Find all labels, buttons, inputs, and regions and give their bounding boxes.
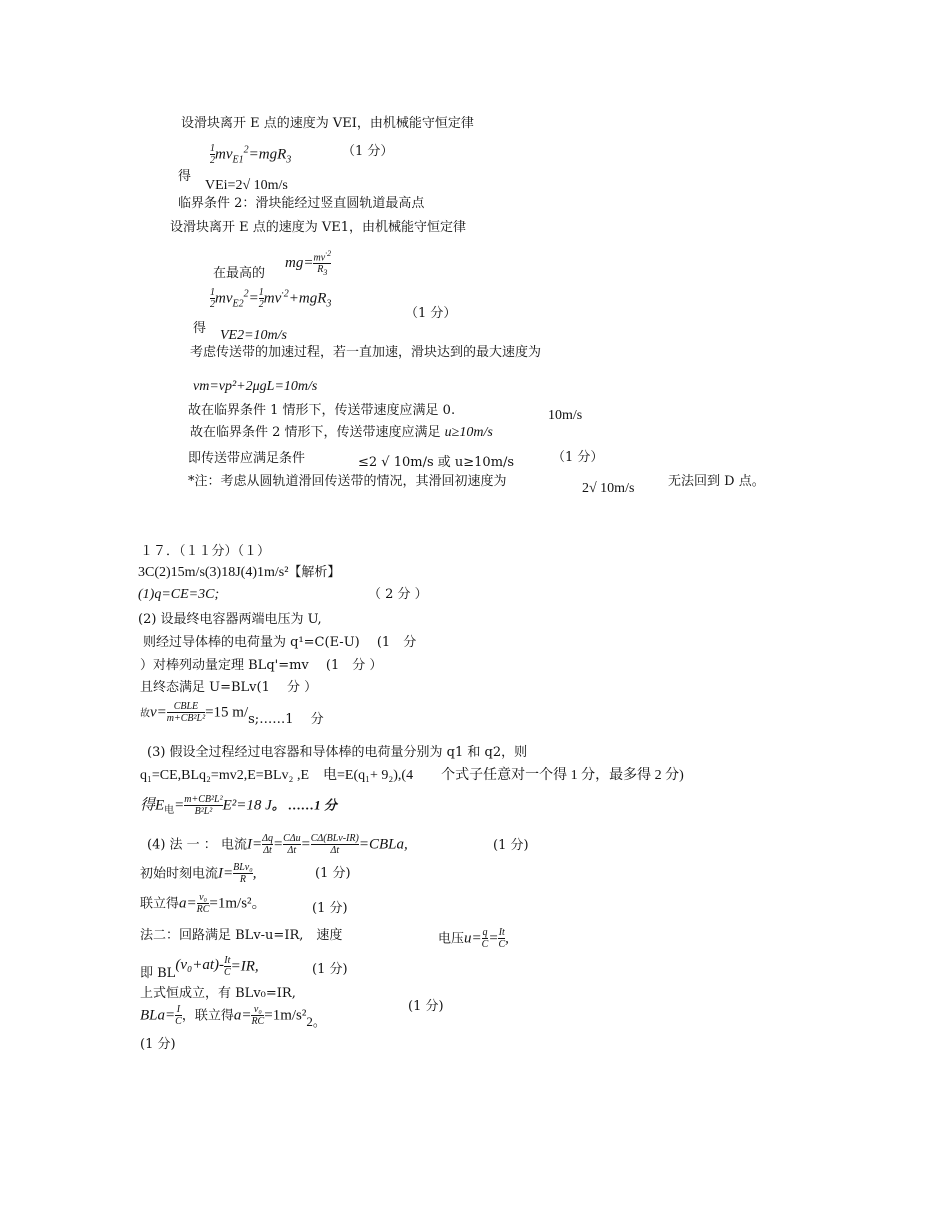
text-line: ）对棒列动量定理 BLq'=mv (1 分 ） [140, 658, 383, 673]
score-label: (1 分) [408, 999, 444, 1014]
text-part: ，联立得 [181, 1008, 234, 1024]
frac-den: RC [251, 1016, 265, 1027]
text-part: 故在临界条件 2 情形下，传送带速度应满足 [190, 425, 445, 440]
eq-part: v= [150, 704, 167, 721]
text-line: 上式恒成立，有 BLv₀=IR, [140, 986, 296, 1001]
frac-den: C [175, 1016, 182, 1027]
equation-energy-electric: 得$E_电=$ $\frac{\text{m+CB²L²}}{\text{B²L²}}$ E²=18 J。 ……1 分 [140, 794, 337, 817]
eq-part: I= [246, 836, 263, 853]
text-line: q₁=CE,BLq₂=mv2,E=BLv₂ ,E 电=E(q₁+ 9₂),(4 个式子任意对一个得 1 分，最多得 2 分) [140, 768, 684, 783]
eq-sup: ·2 [325, 249, 332, 258]
frac-num: 1 [210, 287, 215, 298]
eq-part: =1m/s² [264, 1007, 307, 1024]
eq-part: BLa= [140, 1007, 176, 1024]
frac-den: C [498, 939, 506, 950]
text-part: s;……1 分 [248, 711, 324, 727]
text-line: 临界条件 2：滑块能经过竖直圆轨道最高点 [178, 196, 425, 211]
text-line: (2) 设最终电容器两端电压为 U, [138, 612, 322, 627]
eq-part: =CBLa, [358, 836, 408, 853]
score-label: (1 分) [315, 866, 351, 881]
eq-part: =IR, [230, 958, 259, 975]
result-value: VE2=10m/s [220, 328, 287, 343]
eq-part: +mgR [288, 290, 327, 307]
eq-part: mv [263, 290, 282, 307]
score-label: （ 2 分 ） [368, 587, 428, 602]
text-line: 即传送带应满足条件 [188, 451, 306, 466]
eq-sup: ·2 [281, 288, 289, 300]
frac-num: BLv₀ [233, 862, 253, 873]
eq-part: I= [218, 865, 234, 882]
equation-loop [140, 955, 259, 981]
frac-num: m+CB²L² [184, 794, 223, 805]
eq-sub: 3 [286, 154, 292, 166]
frac-den: Δt [311, 844, 359, 856]
answer-line: (1)q=CE=3C; [138, 587, 220, 602]
text-line: 设滑块离开 E 点的速度为 VE1，由机械能守恒定律 [170, 220, 467, 235]
eq-sub: E1 [232, 154, 244, 166]
text-part: 3C(2)15m/s(3)18J(4)1m/s² [138, 565, 289, 580]
equation-vm: vm=vp²+2μgL=10m/s [193, 379, 318, 394]
eq-part: =1m/s²。 [209, 895, 267, 912]
eq-sup: 2 [243, 144, 249, 156]
text-de: 得 [178, 169, 192, 184]
equation-energy-1 [210, 144, 291, 166]
frac-den: C [481, 939, 489, 950]
text-part: 。 ……1 分 [271, 797, 337, 813]
equation-acceleration [140, 893, 267, 915]
text-condition: ≤2 √ 10m/s 或 u≥10m/s [358, 455, 515, 470]
eq-part: (v₀+at)- [175, 956, 224, 973]
score-label: (1 分) [312, 962, 348, 977]
frac-den: 2 [210, 155, 215, 166]
eq-part: =15 m/ [205, 704, 249, 721]
frac-num: 1 [258, 287, 264, 298]
score-label: (1 分) [493, 838, 529, 853]
eq-part: = [248, 290, 259, 307]
frac-den: Δt [283, 844, 301, 856]
equation-current: (4) 法 一 ： 电流I= $\frac{\Delta q}{\Delta t}$ = $\frac{\text{CΔu}}{\Delta t}$ = $\frac{\text{CΔ(BLv-IR)}}{\Delta t}$ =CBLa, [147, 833, 408, 856]
eq-part: mv [215, 290, 233, 307]
frac-num: I [176, 1004, 181, 1015]
eq-part: a= [233, 1007, 252, 1024]
frac-num: v₀ [253, 1004, 262, 1015]
score-label: (1 分) [312, 901, 348, 916]
text-part: u≥10m/s [444, 425, 493, 440]
eq-part: u= [464, 930, 482, 947]
eq-sub: 电 [164, 805, 175, 817]
frac-den: B²L² [184, 805, 222, 817]
frac-num: q [482, 927, 488, 938]
eq-sub: 3 [323, 268, 328, 278]
text-line: 法二：回路满足 BLv-u=IR, 速度 [140, 928, 343, 943]
text-line: 则经过导体棒的电荷量为 q¹=C(E-U) (1 分 [143, 635, 417, 650]
frac-num: v₀ [199, 892, 207, 903]
eq-sub: E2 [232, 298, 244, 310]
score-label: （1 分） [405, 306, 457, 321]
frac-den: 2 [258, 299, 264, 310]
frac-den: m+CB²L² [166, 713, 206, 724]
note-text: *注：考虑从圆轨道滑回传送带的情况，其滑回初速度为 [188, 474, 507, 489]
eq-sup: 2 [243, 288, 249, 300]
equation-centripetal [285, 250, 331, 277]
text-part: 2。 [306, 1013, 326, 1029]
note-text: 无法回到 D 点。 [668, 474, 765, 489]
frac-num: CΔ(BLv-IR) [310, 833, 359, 844]
text-de: 得 [193, 321, 207, 336]
frac-num: mv [313, 252, 326, 264]
result-value: VEi=2√ 10m/s [205, 178, 288, 193]
frac-den: R [317, 264, 324, 276]
eq-part: 得E [140, 797, 165, 814]
equation-final [140, 1005, 326, 1027]
frac-den: Δt [263, 845, 272, 856]
eq-part: mv [215, 146, 233, 163]
answer-summary [138, 565, 340, 582]
equation-energy-2 [210, 288, 331, 310]
text-part: 联立得 [140, 896, 180, 912]
text-part: 电压 [438, 931, 465, 947]
frac-num: It [498, 927, 505, 938]
equation-voltage: 电压u= $\frac{q}{C}$ = $\frac{It}{C}$ , [438, 927, 509, 950]
frac-num: CBLE [173, 701, 199, 712]
text-label: 在最高的 [213, 266, 266, 281]
eq-part: mg= [285, 255, 314, 272]
text-part: 故 [140, 708, 150, 720]
score-label: (1 分) [140, 1037, 176, 1052]
text-part: 初始时刻电流 [140, 866, 219, 882]
frac-den: RC [196, 904, 210, 915]
note-value: 2√ 10m/s [582, 481, 635, 496]
score-label: （1 分） [342, 144, 394, 159]
text-part: (4) 法 一 ： 电流 [147, 837, 247, 853]
text-line: 设滑块离开 E 点的速度为 VEI，由机械能守恒定律 [181, 116, 474, 131]
frac-num: Δq [262, 833, 273, 844]
text-line: 故在临界条件 1 情形下，传送带速度应满足 0. [188, 403, 456, 418]
eq-sub: 3 [326, 298, 332, 310]
text-line: 且终态满足 U=BLv(1 分 ） [140, 680, 318, 695]
score-label: （1 分） [552, 450, 604, 465]
question-header: １７．（１１分）（１） [140, 544, 271, 559]
eq-part: a= [179, 895, 197, 912]
frac-den: 2 [210, 299, 215, 310]
text-line: 考虑传送带的加速过程，若一直加速，滑块达到的最大速度为 [190, 345, 542, 360]
eq-part: E²=18 J [222, 797, 272, 814]
frac-num: CΔu [283, 833, 301, 844]
text-part: 即 BL [140, 965, 176, 981]
frac-num: It [224, 955, 231, 966]
frac-den: R [233, 873, 253, 885]
text-line: (3) 假设全过程经过电容器和导体棒的电荷量分别为 q1 和 q2，则 [147, 745, 528, 760]
eq-part: =mgR [248, 146, 287, 163]
equation-initial-current: 初始时刻电流I= $\frac{\text{BLv₀}}{R}$ , [140, 862, 257, 885]
text-line [190, 425, 493, 442]
text-part: 【解析】 [288, 565, 341, 580]
frac-den: C [223, 967, 231, 978]
frac-num: 1 [210, 143, 215, 154]
equation-velocity [140, 701, 324, 727]
text-value: 10m/s [548, 408, 583, 423]
